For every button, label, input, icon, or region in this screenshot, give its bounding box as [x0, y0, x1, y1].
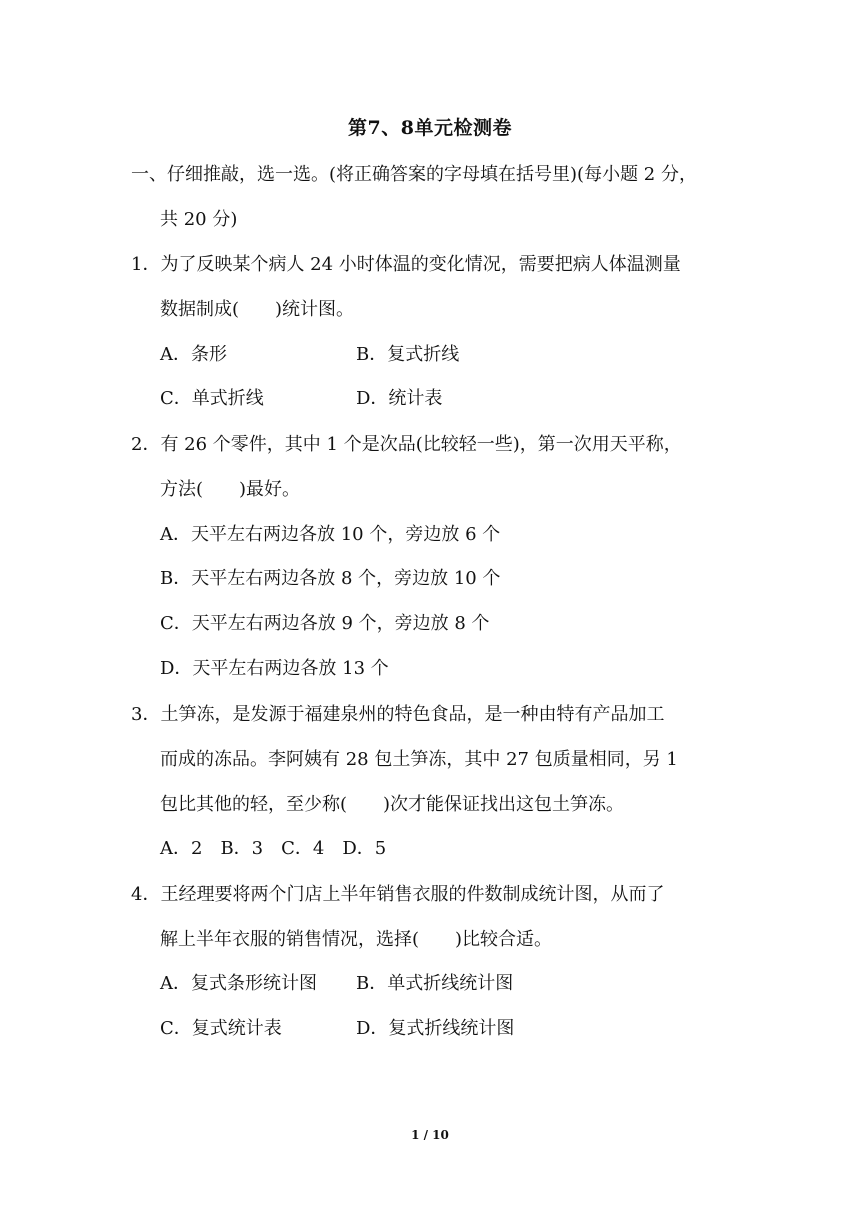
section-heading: 一、仔细推敲，选一选。(将正确答案的字母填在括号里)(每小题 2 分， — [131, 164, 697, 185]
question-2-text-cont: 方法( )最好。 — [160, 479, 301, 500]
question-4-text: 4．王经理要将两个门店上半年销售衣服的件数制成统计图，从而了 — [131, 884, 665, 905]
question-4-text-cont: 解上半年衣服的销售情况，选择( )比较合适。 — [160, 929, 553, 950]
option-c: C．单式折线 — [160, 388, 264, 409]
page-title: 第7、8单元检测卷 — [348, 117, 512, 139]
question-2-option-c: C．天平左右两边各放 9 个，旁边放 8 个 — [160, 613, 490, 634]
question-2-option-d: D．天平左右两边各放 13 个 — [160, 658, 389, 679]
question-3-text-cont: 而成的冻品。李阿姨有 28 包土笋冻，其中 27 包质量相同，另 1 — [160, 749, 678, 770]
section-heading-cont: 共 20 分) — [160, 209, 238, 230]
option-d: D．复式折线统计图 — [356, 1018, 515, 1039]
question-1-text: 1．为了反映某个病人 24 小时体温的变化情况，需要把病人体温测量 — [131, 254, 681, 275]
question-2-text: 2．有 26 个零件，其中 1 个是次品(比较轻一些)，第一次用天平称， — [131, 434, 682, 455]
option-a: A．复式条形统计图 — [160, 973, 317, 994]
option-c: C．复式统计表 — [160, 1018, 282, 1039]
option-a: A．条形 — [160, 344, 227, 365]
question-4-options-row2 — [160, 1014, 514, 1044]
question-3-text: 3．土笋冻，是发源于福建泉州的特色食品，是一种由特有产品加工 — [131, 704, 665, 725]
question-3-text-cont2: 包比其他的轻，至少称( )次才能保证找出这包土笋冻。 — [160, 794, 625, 815]
option-b: B．复式折线 — [356, 344, 460, 365]
question-3-options: A．2 B．3 C．4 D．5 — [160, 838, 387, 859]
question-2-option-a: A．天平左右两边各放 10 个，旁边放 6 个 — [160, 524, 501, 545]
option-b: B．单式折线统计图 — [356, 973, 514, 994]
question-2-option-b: B．天平左右两边各放 8 个，旁边放 10 个 — [160, 568, 501, 589]
question-4-options-row1 — [160, 969, 513, 999]
question-1-options-row2 — [160, 384, 442, 414]
option-d: D．统计表 — [356, 388, 443, 409]
question-1-options-row1 — [160, 340, 459, 370]
page-number: 1 / 10 — [411, 1128, 449, 1142]
question-1-text-cont: 数据制成( )统计图。 — [160, 299, 355, 320]
